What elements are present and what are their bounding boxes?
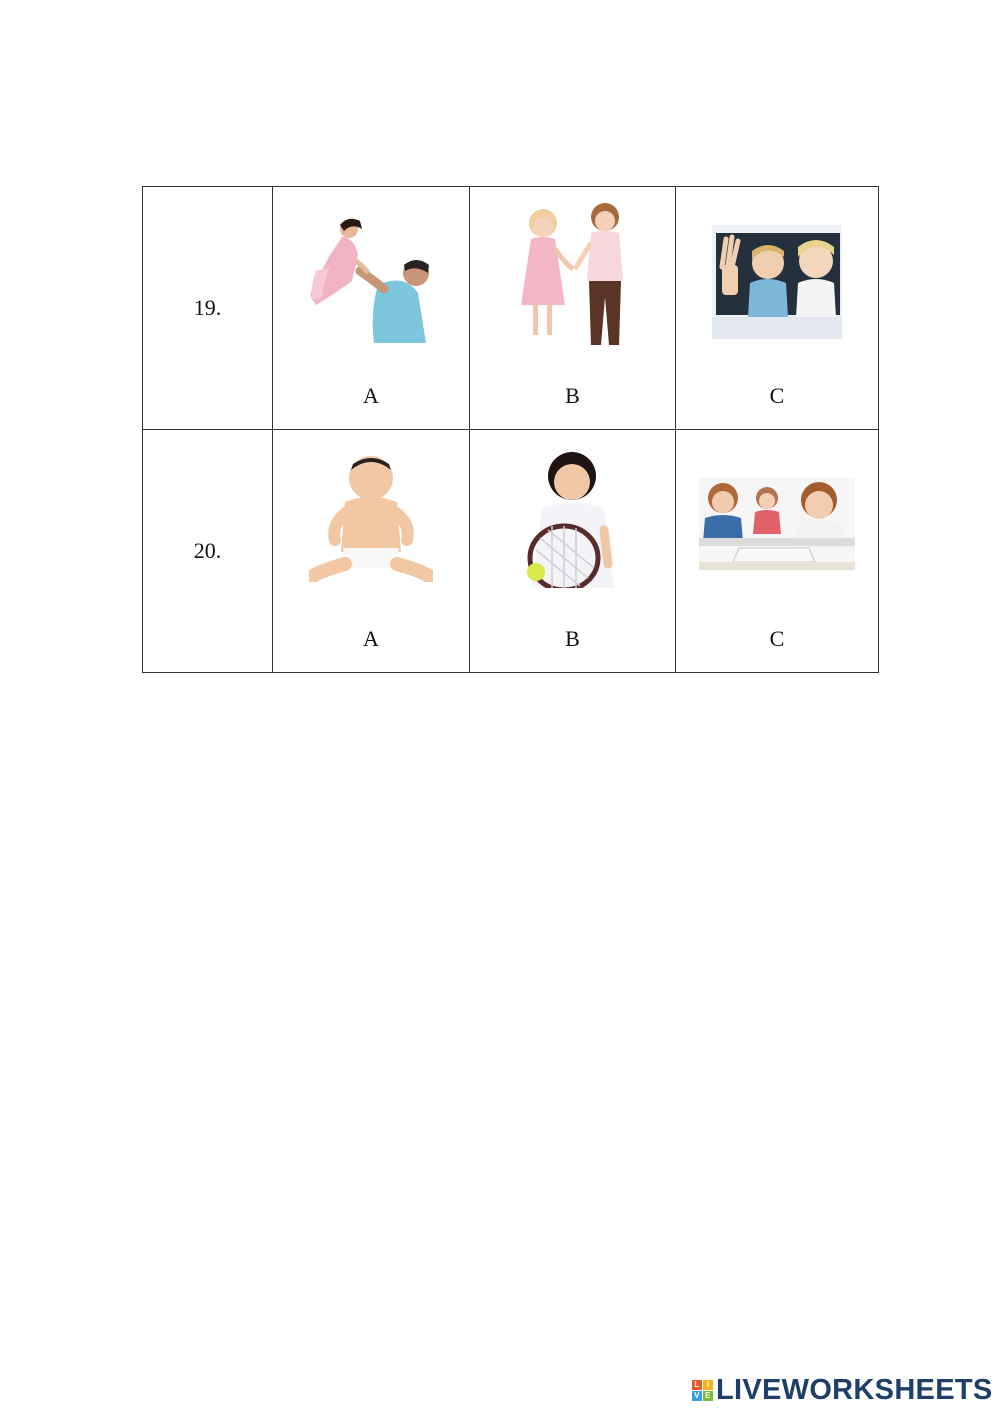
option-letter: B xyxy=(565,383,580,408)
option-letter: B xyxy=(565,626,580,651)
logo-mark-tile: V xyxy=(692,1391,702,1401)
option-cell-c[interactable] xyxy=(676,187,879,430)
worksheet-table xyxy=(142,186,879,673)
option-cell-c[interactable] xyxy=(676,430,879,673)
logo-mark-tile: L xyxy=(692,1380,702,1390)
question-number-cell xyxy=(143,187,273,430)
girl-with-tennis-racket-image xyxy=(522,446,624,588)
option-cell-b[interactable] xyxy=(470,187,676,430)
logo-mark-tile: I xyxy=(703,1380,713,1390)
question-number: 19. xyxy=(193,295,222,320)
option-cell-a[interactable] xyxy=(273,430,470,673)
children-in-classroom-image xyxy=(699,478,855,570)
option-letter: A xyxy=(363,383,379,408)
question-number-cell xyxy=(143,430,273,673)
logo-mark-tile: E xyxy=(703,1391,713,1401)
option-letter: A xyxy=(363,626,379,651)
logo-text: LIVEWORKSHEETS xyxy=(716,1373,993,1406)
option-cell-a[interactable] xyxy=(273,187,470,430)
logo-mark-icon xyxy=(692,1380,713,1401)
liveworksheets-logo xyxy=(692,1374,993,1406)
option-letter: C xyxy=(769,383,785,408)
question-row-19 xyxy=(143,187,879,430)
boys-waving-from-car-window-image xyxy=(712,225,842,339)
option-letter: C xyxy=(769,626,785,651)
father-lifting-girl-image xyxy=(308,215,434,343)
question-row-20 xyxy=(143,430,879,673)
baby-sitting-image xyxy=(309,452,433,582)
two-girls-holding-hands-image xyxy=(509,199,637,351)
question-number: 20. xyxy=(193,538,222,563)
option-cell-b[interactable] xyxy=(470,430,676,673)
